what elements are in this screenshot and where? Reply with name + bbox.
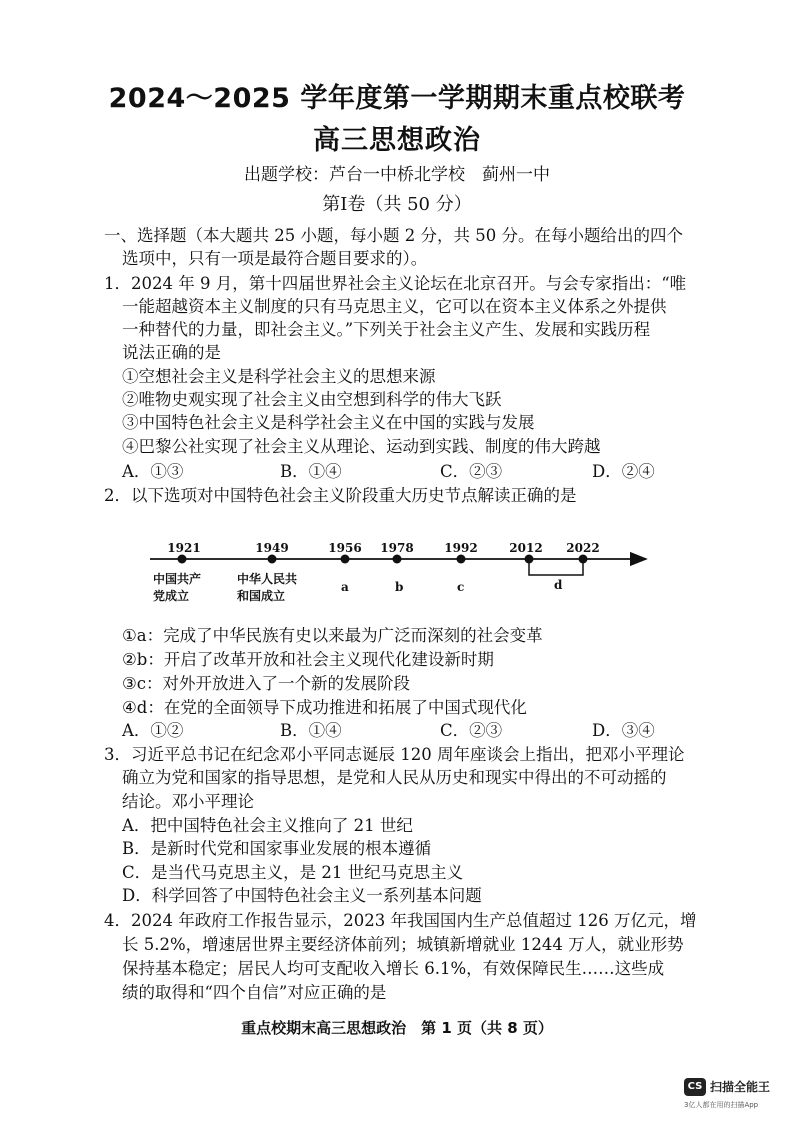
- timeline-year-label: 1921: [167, 541, 201, 555]
- timeline-year-label: 1949: [255, 541, 289, 555]
- timeline-year-label: 1992: [444, 541, 478, 555]
- option-a: A．①②: [122, 721, 184, 740]
- question-1-item: ①空想社会主义是科学社会主义的思想来源: [122, 367, 436, 386]
- question-4-stem-line: 4．2024 年政府工作报告显示，2023 年我国国内生产总值超过 126 万亿元，增: [104, 911, 697, 930]
- option-a: A．①③: [122, 462, 184, 481]
- question-2-stem: 2．以下选项对中国特色社会主义阶段重大历史节点解读正确的是: [104, 486, 577, 505]
- timeline-node: [393, 555, 402, 564]
- question-4-stem-line: 绩的取得和“四个自信”对应正确的是: [122, 983, 387, 1002]
- timeline-marker-c: c: [457, 580, 465, 594]
- option-c: C．②③: [440, 721, 503, 740]
- page-footer: 重点校期末高三思想政治 第 1 页（共 8 页）: [241, 1019, 553, 1037]
- timeline-node: [579, 555, 588, 564]
- schools-line: 出题学校：芦台一中桥北学校 蓟州一中: [244, 165, 550, 185]
- question-1-item: ④巴黎公社实现了社会主义从理论、运动到实践、制度的伟大跨越: [122, 437, 601, 456]
- timeline-marker-d: d: [554, 578, 563, 592]
- watermark-app-name: 扫描全能王: [710, 1080, 771, 1094]
- timeline-year-label: 1978: [380, 541, 414, 555]
- timeline-event-label: 中华人民共: [237, 572, 298, 586]
- question-4-stem-line: 保持基本稳定；居民人均可支配收入增长 6.1%，有效保障民生……这些成: [122, 959, 665, 978]
- question-2-item: ②b：开启了改革开放和社会主义现代化建设新时期: [122, 650, 494, 669]
- timeline-year-label: 2022: [566, 541, 600, 555]
- timeline-marker-b: b: [395, 580, 404, 594]
- option-d: D．科学回答了中国特色社会主义一系列基本问题: [122, 886, 482, 905]
- option-d: D．②④: [592, 462, 655, 481]
- timeline-node: [178, 555, 187, 564]
- timeline-node: [525, 555, 534, 564]
- timeline-bracket-d: [529, 563, 583, 575]
- timeline-diagram: [0, 536, 794, 616]
- question-2-item: ①a：完成了中华民族有史以来最为广泛而深刻的社会变革: [122, 626, 543, 645]
- question-3-stem-line: 结论。邓小平理论: [122, 792, 254, 811]
- question-3-stem-line: 确立为党和国家的指导思想，是党和人民从历史和现实中得出的不可动摇的: [122, 768, 667, 787]
- camscanner-logo-icon: CS: [684, 1078, 706, 1096]
- timeline-marker-a: a: [341, 580, 349, 594]
- question-2-item: ③c：对外开放进入了一个新的发展阶段: [122, 674, 411, 693]
- timeline-node: [457, 555, 466, 564]
- paper-section-title: 第Ⅰ卷（共 50 分）: [322, 194, 472, 215]
- option-b: B．①④: [280, 462, 342, 481]
- question-1-item: ③中国特色社会主义是科学社会主义在中国的实践与发展: [122, 413, 535, 432]
- watermark-tagline: 3亿人都在用的扫描App: [684, 1101, 759, 1109]
- exam-title: 2024～2025 学年度第一学期期末重点校联考: [108, 83, 686, 114]
- question-1-stem-line: 1．2024 年 9 月，第十四届世界社会主义论坛在北京召开。与会专家指出：“唯: [104, 274, 687, 293]
- option-d: D．③④: [592, 721, 655, 740]
- option-c: C．②③: [440, 462, 503, 481]
- option-b: B．①④: [280, 721, 342, 740]
- timeline-year-label: 1956: [328, 541, 362, 555]
- option-c: C．是当代马克思主义，是 21 世纪马克思主义: [122, 863, 464, 882]
- scanner-watermark: [684, 1076, 794, 1116]
- question-1-stem-line: 说法正确的是: [122, 343, 221, 362]
- option-a: A．把中国特色社会主义推向了 21 世纪: [122, 816, 413, 835]
- option-b: B．是新时代党和国家事业发展的根本遵循: [122, 839, 432, 858]
- question-1-stem-line: 一能超越资本主义制度的只有马克思主义，它可以在资本主义体系之外提供: [122, 297, 667, 316]
- question-4-stem-line: 长 5.2%，增速居世界主要经济体前列；城镇新增就业 1244 万人，就业形势: [122, 935, 684, 954]
- question-3-stem-line: 3．习近平总书记在纪念邓小平同志诞辰 120 周年座谈会上指出，把邓小平理论: [104, 745, 685, 764]
- timeline-node: [268, 555, 277, 564]
- question-1-item: ②唯物史观实现了社会主义由空想到科学的伟大飞跃: [122, 390, 502, 409]
- subject-title: 高三思想政治: [313, 125, 481, 156]
- section-instruction-line1: 一、选择题（本大题共 25 小题，每小题 2 分，共 50 分。在每小题给出的四个: [104, 226, 683, 245]
- timeline-event-label: 和国成立: [237, 589, 286, 603]
- question-2-item: ④d：在党的全面领导下成功推进和拓展了中国式现代化: [122, 698, 527, 717]
- section-instruction-line2: 选项中，只有一项是最符合题目要求的）。: [122, 249, 428, 268]
- question-1-stem-line: 一种替代的力量，即社会主义。”下列关于社会主义产生、发展和实践历程: [122, 320, 651, 339]
- timeline-node: [341, 555, 350, 564]
- timeline-event-label: 党成立: [153, 589, 190, 603]
- timeline-event-label: 中国共产: [153, 572, 202, 586]
- timeline-year-label: 2012: [509, 541, 543, 555]
